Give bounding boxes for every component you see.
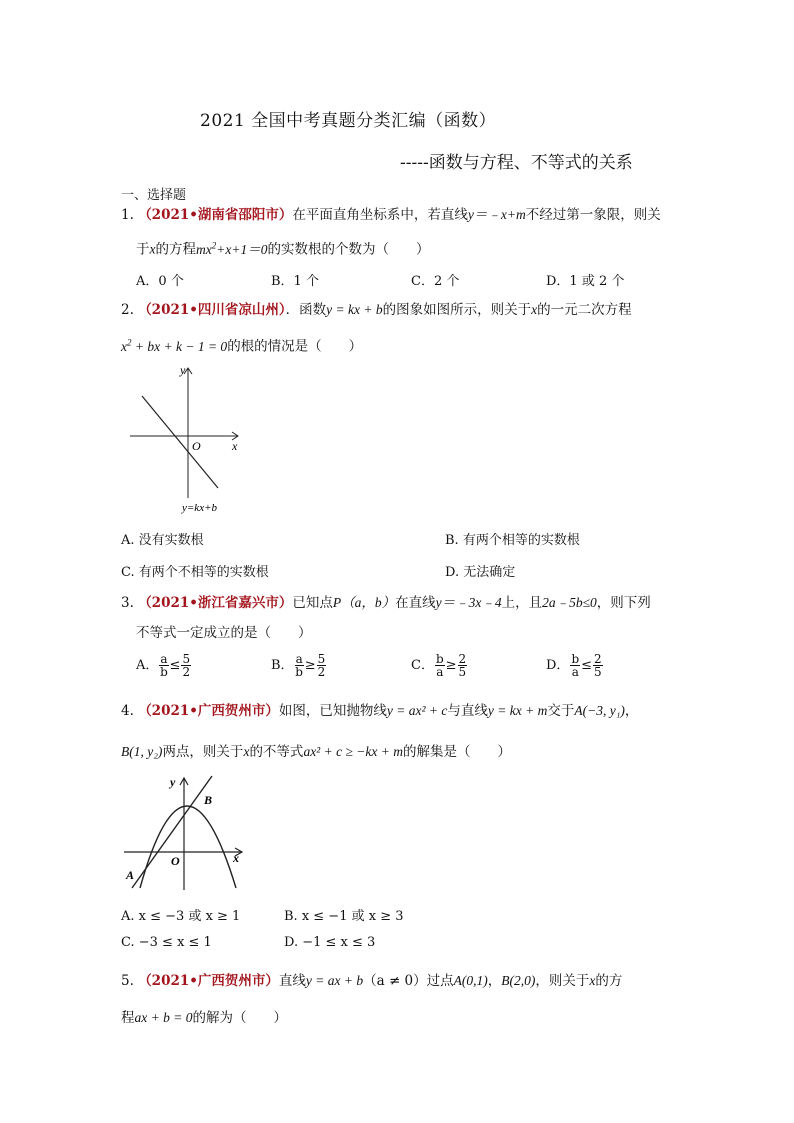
question-source: （2021•四川省凉山州） bbox=[138, 302, 286, 318]
y-axis-label: y bbox=[170, 775, 176, 789]
option-a[interactable]: A. 没有实数根 bbox=[121, 533, 204, 548]
question-text: 直线 bbox=[278, 973, 306, 989]
question-text: 两点，则关于 bbox=[162, 744, 244, 760]
question-source: （2021•广西贺州市） bbox=[138, 973, 279, 989]
parabola-line-graph bbox=[118, 772, 250, 894]
x-axis-label: x bbox=[233, 851, 239, 865]
option-d[interactable]: D. −1 ≤ x ≤ 3 bbox=[284, 935, 376, 950]
math-expression: 2a﹣5b≤0 bbox=[542, 595, 597, 610]
option-d[interactable]: D．1 或 2 个 bbox=[546, 274, 625, 289]
question-3-line-2: 不等式一定成立的是（ ） bbox=[136, 625, 312, 641]
question-text: 于 bbox=[136, 241, 150, 258]
math-variable: x bbox=[243, 744, 250, 759]
question-text: 上，且 bbox=[501, 595, 543, 611]
math-variable: x bbox=[531, 302, 538, 317]
option-c[interactable]: C．2 个 bbox=[411, 274, 460, 289]
question-text: 的图象如图所示，则关于 bbox=[382, 302, 532, 318]
math-expression: B(1, y₂) bbox=[121, 744, 163, 759]
option-b[interactable]: B. 有两个相等的实数根 bbox=[445, 533, 580, 548]
math-expression: y = kx + b bbox=[326, 302, 383, 317]
question-1-line-2 bbox=[136, 235, 429, 260]
option-a[interactable]: A． $\frac{a}{b}$ ≤ $\frac{5}{2}$ bbox=[136, 652, 191, 679]
math-expression: $x^2$ + bx + k − 1 = 0 bbox=[121, 337, 228, 354]
question-2-line-1 bbox=[121, 300, 632, 320]
origin-label: O bbox=[192, 439, 201, 453]
option-a[interactable]: A．0 个 bbox=[136, 274, 184, 289]
math-expression: A(0,1) bbox=[453, 973, 488, 988]
function-line bbox=[142, 396, 218, 488]
question-text: 交于 bbox=[547, 703, 575, 719]
question-text: 在直线 bbox=[395, 595, 436, 611]
y-axis-label: y bbox=[180, 363, 186, 377]
x-axis-label: x bbox=[232, 439, 238, 453]
question-text: 与直线 bbox=[447, 703, 488, 719]
question-text: 已知点 bbox=[292, 595, 333, 611]
option-b[interactable]: B． $\frac{a}{b}$ ≥ $\frac{5}{2}$ bbox=[271, 652, 326, 679]
question-number: 5. bbox=[121, 973, 134, 989]
question-text: 的实数根的个数为（ ） bbox=[267, 241, 430, 258]
question-number: 1. bbox=[121, 207, 134, 223]
option-d[interactable]: D． $\frac{b}{a}$ ≤ $\frac{2}{5}$ bbox=[546, 652, 602, 679]
question-text: 如图，已知抛物线 bbox=[278, 703, 387, 719]
point-a-label: A bbox=[126, 868, 135, 882]
question-5-line-1 bbox=[121, 971, 622, 991]
straight-line bbox=[132, 776, 212, 888]
question-4-line-1 bbox=[121, 701, 638, 721]
question-text: ， bbox=[624, 703, 639, 719]
question-text: 的不等式 bbox=[249, 744, 304, 760]
math-expression: ax + b = 0 bbox=[134, 1010, 193, 1025]
math-variable: x bbox=[589, 973, 596, 988]
option-c[interactable]: C. −3 ≤ x ≤ 1 bbox=[121, 935, 212, 950]
option-c[interactable]: C． $\frac{b}{a}$ ≥ $\frac{2}{5}$ bbox=[411, 652, 467, 679]
question-4-line-2 bbox=[121, 742, 511, 762]
question-text: ，则下列 bbox=[596, 595, 651, 611]
math-expression: A(−3, y₁) bbox=[574, 703, 625, 718]
question-text: 在平面直角坐标系中，若直线 bbox=[292, 207, 468, 223]
document-subtitle: -----函数与方程、不等式的关系 bbox=[400, 153, 633, 173]
question-number: 3. bbox=[121, 595, 134, 611]
question-text: 的一元二次方程 bbox=[537, 302, 632, 318]
option-d[interactable]: D. 无法确定 bbox=[445, 565, 516, 580]
question-source: （2021•浙江省嘉兴市） bbox=[138, 595, 293, 611]
linear-function-graph bbox=[120, 358, 250, 518]
question-text: 的方 bbox=[595, 973, 623, 989]
question-1-line-1 bbox=[121, 205, 661, 225]
question-text: （a ≠ 0） bbox=[363, 973, 427, 989]
option-b[interactable]: B. x ≤ −1 或 x ≥ 3 bbox=[284, 909, 404, 924]
question-text: 的根的情况是（ ） bbox=[227, 338, 363, 355]
question-text: 过点 bbox=[426, 973, 454, 989]
section-heading: 一、选择题 bbox=[121, 188, 187, 203]
option-c[interactable]: C. 有两个不相等的实数根 bbox=[121, 565, 269, 580]
parabola-curve bbox=[140, 806, 236, 888]
question-text: 不经过第一象限，则关 bbox=[525, 207, 661, 223]
math-expression: y = ax² + c bbox=[386, 703, 448, 718]
question-text: 的解为（ ） bbox=[192, 1010, 287, 1026]
option-b[interactable]: B．1 个 bbox=[271, 274, 319, 289]
question-text: ，则关于 bbox=[535, 973, 590, 989]
document-title: 2021 全国中考真题分类汇编（函数） bbox=[200, 111, 497, 131]
point-b-label: B bbox=[204, 793, 213, 807]
question-text: ， bbox=[487, 973, 502, 989]
option-a[interactable]: A. x ≤ −3 或 x ≥ 1 bbox=[121, 909, 241, 924]
question-3-line-1 bbox=[121, 593, 651, 613]
question-5-line-2 bbox=[121, 1008, 287, 1028]
math-expression: y = kx + m bbox=[487, 703, 548, 718]
math-expression: $mx^2+x+1=0$ bbox=[196, 240, 268, 257]
question-number: 4. bbox=[121, 703, 134, 719]
math-expression: y = ax + b bbox=[305, 973, 364, 988]
question-2-line-2 bbox=[121, 332, 362, 357]
line-equation-label: y=kx+b bbox=[182, 502, 217, 514]
question-text: 的方程 bbox=[155, 241, 196, 258]
origin-label: O bbox=[171, 854, 180, 868]
question-text: ．函数 bbox=[285, 302, 327, 318]
math-expression: y＝﹣x+m bbox=[467, 207, 526, 222]
math-expression: y＝﹣3x﹣4 bbox=[435, 595, 502, 610]
math-expression: P（a，b） bbox=[332, 595, 396, 610]
question-source: （2021•湖南省邵阳市） bbox=[138, 207, 293, 223]
math-expression: B(2,0) bbox=[501, 973, 536, 988]
question-text: 程 bbox=[121, 1010, 135, 1026]
math-expression: ax² + c ≥ −kx + m bbox=[303, 744, 403, 759]
question-number: 2. bbox=[121, 302, 134, 318]
question-text: 的解集是（ ） bbox=[402, 744, 511, 760]
question-source: （2021•广西贺州市） bbox=[138, 703, 279, 719]
math-variable: x bbox=[149, 241, 156, 257]
